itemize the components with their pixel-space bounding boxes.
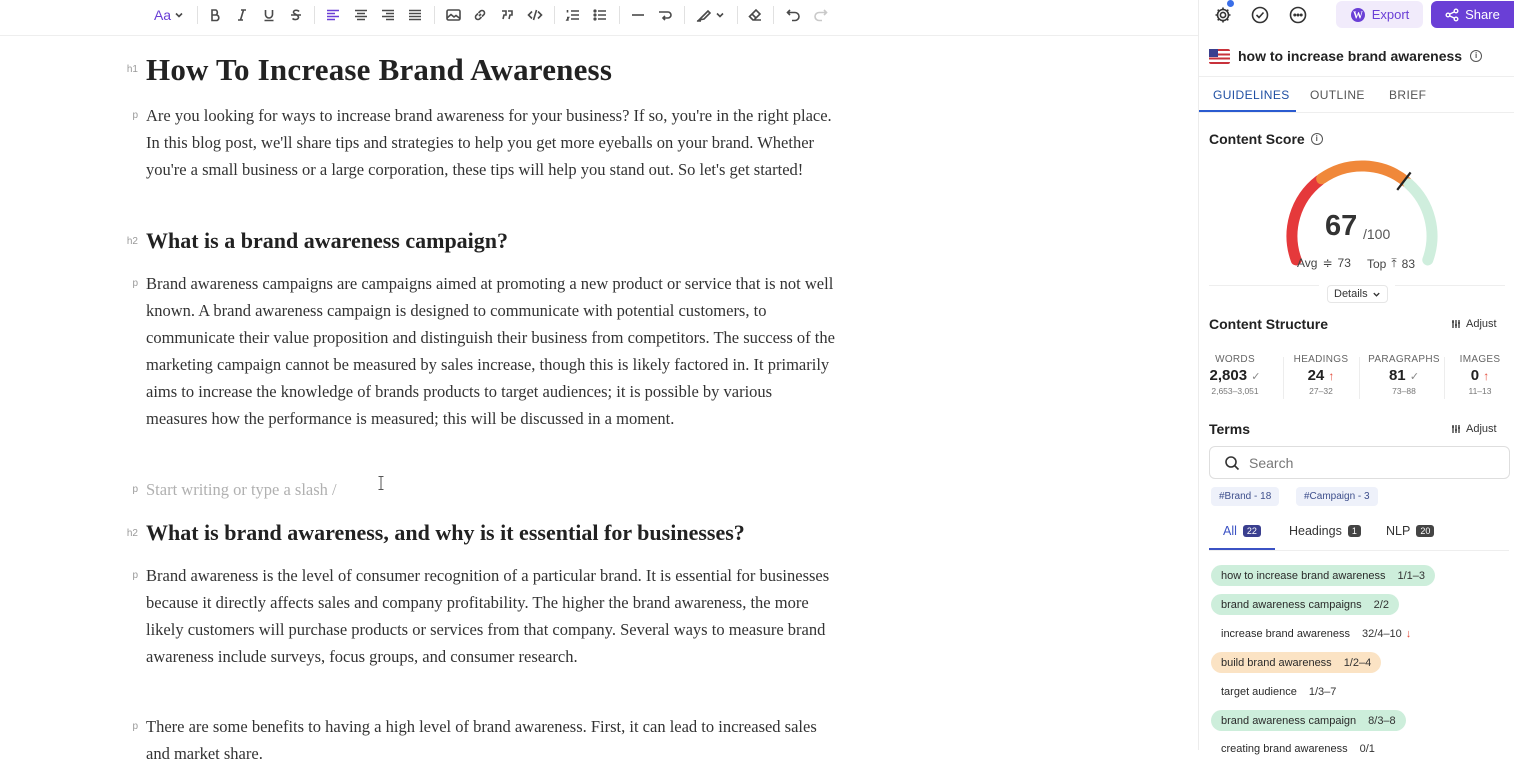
stat-words xyxy=(1195,354,1275,396)
content-score-title xyxy=(1209,131,1323,147)
paragraphs-count: 81 xyxy=(1388,367,1406,384)
score-max: /100 xyxy=(1363,226,1391,242)
check-circle-icon xyxy=(1251,6,1269,24)
align-left-button[interactable] xyxy=(324,4,342,26)
highlighter-icon xyxy=(696,8,712,22)
stat-label: WORDS xyxy=(1215,354,1255,365)
content-score-label: Content Score xyxy=(1209,131,1305,147)
stat-value xyxy=(1195,367,1275,384)
heading-2[interactable] xyxy=(126,518,836,548)
check-icon: ✓ xyxy=(1251,371,1261,383)
panel-divider xyxy=(1199,76,1514,77)
underline-button[interactable] xyxy=(260,4,278,26)
stat-range: 73–88 xyxy=(1392,386,1416,396)
term-item[interactable] xyxy=(1211,710,1406,731)
text-cursor-icon xyxy=(378,476,384,490)
notification-dot xyxy=(1227,0,1234,7)
info-icon[interactable]: i xyxy=(1311,133,1323,145)
more-horizontal-icon xyxy=(1289,6,1307,24)
bold-icon xyxy=(208,8,222,22)
paragraph-text[interactable]: There are some benefits to having a high level of brand awareness. First, it can lead to increased sales and market share. xyxy=(146,717,817,763)
link-button[interactable] xyxy=(471,4,489,26)
tab-label: All xyxy=(1223,524,1237,538)
underline-icon xyxy=(262,8,276,22)
link-icon xyxy=(473,8,487,22)
editor-toolbar xyxy=(0,0,1198,30)
term-count: 2/2 xyxy=(1373,598,1389,611)
term-text: brand awareness campaigns xyxy=(1221,598,1362,611)
align-center-icon xyxy=(354,8,368,22)
strikethrough-button[interactable] xyxy=(287,4,305,26)
align-justify-icon xyxy=(408,8,422,22)
hashtag-brand[interactable]: #Brand - 18 xyxy=(1211,487,1279,506)
italic-icon xyxy=(235,8,249,22)
block-tag: p xyxy=(132,110,138,121)
panel-tabs xyxy=(1199,82,1514,112)
tab-label: Headings xyxy=(1289,524,1342,538)
paragraph[interactable] xyxy=(132,102,836,183)
term-count: 1/3–7 xyxy=(1308,685,1337,698)
tab-outline[interactable]: OUTLINE xyxy=(1310,88,1365,102)
redo-icon xyxy=(813,8,828,22)
italic-button[interactable] xyxy=(233,4,251,26)
paragraph-text[interactable]: Are you looking for ways to increase brand awareness for your business? If so, you're in the right place. In this blog post, we'll share tips and strategies to help you get more eyeballs on your brand. Whether you're a small business or a large corporation, these tips will help you stand out. So let's get started! xyxy=(146,106,832,179)
hashtag-campaign[interactable]: #Campaign - 3 xyxy=(1296,487,1378,506)
block-tag: p xyxy=(132,570,138,581)
toolbar-divider xyxy=(197,6,198,24)
paragraph-text[interactable]: Brand awareness campaigns are campaigns aimed at promoting a new product or service that is not well known. A brand awareness campaign is designed to communicate with potential customers, to communicate their value proposition and distinguish their business from competitors. The success of the marketing campaign cannot be measured by sales increase, though this is likely factored in. It primarily aims to increase the knowledge of brands products to target audiences; it is possible by various measures how the performance is measured; this will be discussed in a moment. xyxy=(146,274,835,428)
font-size-label: Aa xyxy=(153,7,172,23)
heading-1[interactable] xyxy=(126,50,836,90)
clear-format-button[interactable] xyxy=(746,4,764,26)
check-button[interactable] xyxy=(1249,4,1271,26)
align-center-button[interactable] xyxy=(352,4,370,26)
terms-title: Terms xyxy=(1209,421,1250,437)
adjust-label: Adjust xyxy=(1466,423,1497,435)
target-keyword: how to increase brand awareness xyxy=(1238,48,1463,64)
stat-range: 2,653–3,051 xyxy=(1211,386,1259,396)
panel-divider xyxy=(1199,112,1514,113)
image-button[interactable] xyxy=(444,4,462,26)
paragraph[interactable] xyxy=(132,562,836,670)
score-value: 67 xyxy=(1325,210,1358,242)
panel-divider xyxy=(1395,285,1505,286)
section-heading[interactable]: What is a brand awareness campaign? xyxy=(146,228,509,253)
term-item[interactable] xyxy=(1211,681,1346,702)
gear-icon xyxy=(1214,6,1232,24)
stat-paragraphs xyxy=(1364,354,1444,396)
avg-value: 73 xyxy=(1337,256,1351,270)
term-text: creating brand awareness xyxy=(1221,742,1348,755)
paragraph-text[interactable]: Brand awareness is the level of consumer recognition of a particular brand. It is essential for businesses because it directly affects sales and company profitability. The higher the brand awareness, the more likely customers will purchase products or services from that company. Several ways to measure brand awareness include surveys, focus groups, and consumer research. xyxy=(146,566,830,666)
undo-icon xyxy=(786,8,801,22)
avg-label: Avg xyxy=(1297,256,1318,270)
block-tag: h2 xyxy=(126,528,138,539)
block-tag: p xyxy=(132,721,138,732)
stat-range: 11–13 xyxy=(1468,386,1492,396)
check-icon: ✓ xyxy=(1409,371,1420,383)
document-title[interactable]: How To Increase Brand Awareness xyxy=(146,52,613,87)
terms-search-input[interactable] xyxy=(1249,455,1479,471)
term-text: increase brand awareness xyxy=(1221,627,1351,640)
term-count: 32/4–10 xyxy=(1362,627,1402,640)
toolbar-divider xyxy=(619,6,620,24)
stat-headings xyxy=(1281,354,1361,396)
sliders-icon xyxy=(1451,424,1461,434)
share-label: Share xyxy=(1465,7,1500,22)
highlighter-dropdown[interactable] xyxy=(693,4,727,26)
bullet-list-icon xyxy=(593,8,607,22)
more-options-button[interactable] xyxy=(1287,4,1309,26)
gauge-orange-segment xyxy=(1322,166,1407,182)
tab-guidelines[interactable]: GUIDELINES xyxy=(1213,88,1290,102)
top-value: 83 xyxy=(1401,256,1416,271)
term-item[interactable] xyxy=(1211,594,1399,615)
wrap-icon xyxy=(658,8,672,22)
stat-value xyxy=(1281,367,1361,384)
panel-divider xyxy=(1209,285,1319,286)
headings-count: 24 xyxy=(1307,367,1325,384)
score-gauge xyxy=(1279,158,1445,254)
paragraph[interactable] xyxy=(132,713,836,767)
arrow-up-icon: ↑ xyxy=(1328,369,1335,383)
toolbar-divider xyxy=(773,6,774,24)
terms-tab-nlp[interactable] xyxy=(1386,524,1434,538)
block-tag: h1 xyxy=(126,64,138,75)
bold-button[interactable] xyxy=(206,4,224,26)
strikethrough-icon xyxy=(289,8,303,22)
quote-button[interactable] xyxy=(498,4,516,26)
chevron-down-icon xyxy=(715,10,725,20)
images-count: 0 xyxy=(1470,367,1480,384)
svg-text:W: W xyxy=(1352,10,1363,21)
block-tag: p xyxy=(132,278,138,289)
ordered-list-icon xyxy=(566,8,580,22)
wordpress-icon xyxy=(1350,7,1366,23)
section-heading[interactable]: What is brand awareness, and why is it essential for businesses? xyxy=(146,520,745,545)
optimization-panel xyxy=(1198,0,1513,755)
term-count: 1/2–4 xyxy=(1343,656,1372,669)
arrow-down-icon: ↓ xyxy=(1405,627,1412,640)
avg-arrow-icon: ≑ xyxy=(1322,256,1333,270)
stat-images xyxy=(1440,354,1520,396)
empty-paragraph[interactable] xyxy=(132,476,836,503)
stat-label: HEADINGS xyxy=(1293,354,1349,365)
block-tag: h2 xyxy=(126,236,138,247)
paragraph-placeholder[interactable]: Start writing or type a slash / xyxy=(146,480,337,499)
quote-icon xyxy=(500,8,514,22)
share-icon xyxy=(1445,8,1459,22)
term-text: brand awareness campaign xyxy=(1221,714,1357,727)
target-keyword-row[interactable] xyxy=(1209,44,1482,68)
gauge-green-segment xyxy=(1409,184,1432,260)
chevron-down-icon xyxy=(174,10,184,20)
term-text: build brand awareness xyxy=(1221,656,1332,669)
toolbar-divider xyxy=(684,6,685,24)
search-icon xyxy=(1224,455,1240,471)
term-item[interactable] xyxy=(1211,565,1435,586)
details-label: Details xyxy=(1334,288,1368,300)
stat-range: 27–32 xyxy=(1309,386,1333,396)
heading-2[interactable] xyxy=(126,226,836,256)
term-text: target audience xyxy=(1221,685,1297,698)
tab-count-badge: 22 xyxy=(1243,525,1261,537)
align-justify-button[interactable] xyxy=(406,4,424,26)
bullet-list-button[interactable] xyxy=(591,4,609,26)
us-flag-icon xyxy=(1209,49,1230,64)
avg-score xyxy=(1297,256,1351,270)
share-button[interactable] xyxy=(1431,1,1514,28)
term-item[interactable] xyxy=(1211,623,1421,644)
stat-value xyxy=(1440,367,1520,384)
tab-count-badge: 1 xyxy=(1348,525,1361,537)
term-item[interactable] xyxy=(1211,652,1381,673)
align-right-button[interactable] xyxy=(379,4,397,26)
block-tag: p xyxy=(132,484,138,495)
export-label: Export xyxy=(1371,7,1410,22)
stat-label: IMAGES xyxy=(1459,354,1501,365)
horizontal-rule-icon xyxy=(631,8,645,22)
settings-button[interactable] xyxy=(1212,4,1234,26)
code-button[interactable] xyxy=(525,4,545,26)
toolbar-divider xyxy=(314,6,315,24)
term-item[interactable] xyxy=(1211,738,1385,759)
sliders-icon xyxy=(1451,319,1461,329)
gauge-red-segment xyxy=(1292,180,1319,260)
document-editor[interactable] xyxy=(0,36,1198,763)
top-arrow-icon: ⤒ xyxy=(1391,256,1397,270)
tab-brief[interactable]: BRIEF xyxy=(1389,88,1427,102)
term-count: 1/1–3 xyxy=(1397,569,1426,582)
undo-button[interactable] xyxy=(784,4,802,26)
image-icon xyxy=(446,8,461,22)
tab-label: NLP xyxy=(1386,524,1411,538)
stat-value xyxy=(1364,367,1444,384)
term-count: 0/1 xyxy=(1359,742,1375,755)
horizontal-rule-button[interactable] xyxy=(629,4,647,26)
toolbar-divider xyxy=(434,6,435,24)
arrow-up-icon: ↑ xyxy=(1483,369,1490,383)
align-right-icon xyxy=(381,8,395,22)
export-button[interactable] xyxy=(1336,1,1423,28)
ordered-list-button[interactable] xyxy=(564,4,582,26)
align-left-icon xyxy=(326,8,340,22)
top-score xyxy=(1367,256,1415,271)
details-button[interactable] xyxy=(1327,285,1388,303)
panel-topbar xyxy=(1199,0,1514,30)
words-count: 2,803 xyxy=(1209,367,1248,384)
paragraph[interactable] xyxy=(132,270,836,432)
chevron-down-icon xyxy=(1372,290,1381,299)
info-icon[interactable]: i xyxy=(1470,50,1482,62)
term-count: 8/3–8 xyxy=(1368,714,1396,727)
code-icon xyxy=(527,8,543,22)
terms-tab-all[interactable] xyxy=(1223,524,1261,538)
panel-divider xyxy=(1209,550,1509,551)
terms-search[interactable] xyxy=(1209,446,1510,479)
content-structure-title: Content Structure xyxy=(1209,316,1328,332)
adjust-label: Adjust xyxy=(1466,318,1497,330)
top-label: Top xyxy=(1367,256,1387,271)
font-size-dropdown[interactable] xyxy=(152,4,186,26)
wrap-button[interactable] xyxy=(656,4,674,26)
toolbar-divider xyxy=(554,6,555,24)
stat-label: PARAGRAPHS xyxy=(1368,354,1440,365)
redo-button[interactable] xyxy=(811,4,829,26)
structure-adjust-button[interactable] xyxy=(1451,318,1497,330)
eraser-icon xyxy=(748,8,762,22)
tab-count-badge: 20 xyxy=(1416,525,1434,537)
terms-adjust-button[interactable] xyxy=(1451,423,1497,435)
term-text: how to increase brand awareness xyxy=(1221,569,1386,582)
toolbar-divider xyxy=(737,6,738,24)
stat-divider xyxy=(1359,357,1360,399)
terms-tab-headings[interactable] xyxy=(1289,524,1361,538)
